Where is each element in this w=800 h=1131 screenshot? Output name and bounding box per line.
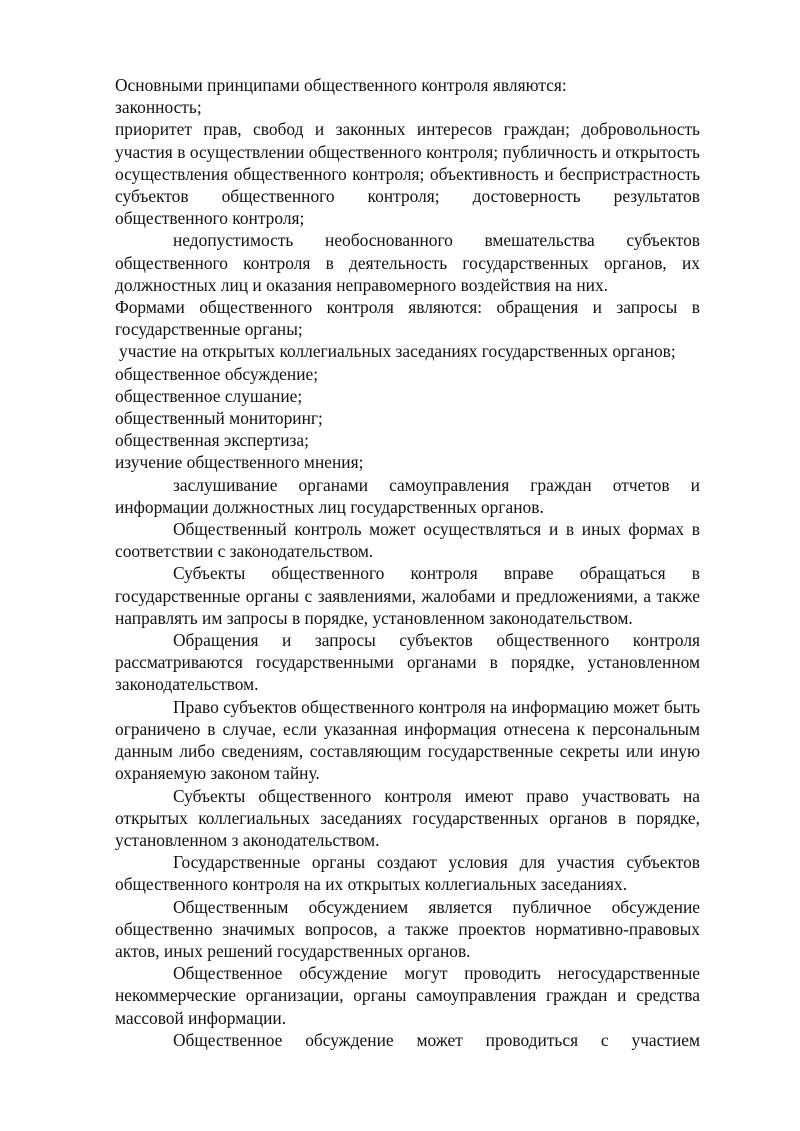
paragraph-discussion-definition: Общественным обсуждением является публичное обсуждение общественно значимых вопросов, а также проектов нормативно-правовых актов, иных решений государственных органов. — [115, 896, 700, 961]
paragraph-public-expertise: общественная экспертиза; — [115, 430, 309, 451]
paragraph-appeals-reviewed: Обращения и запросы субъектов общественного контроля рассматриваются государственными органами в порядке, установленном законодательством. — [115, 630, 700, 695]
paragraph-forms-intro: Формами общественного контроля являются: обращения и запросы в государственные органы; — [115, 297, 700, 340]
paragraph-open-meetings: участие на открытых коллегиальных заседаниях государственных органов; — [119, 341, 676, 362]
paragraph-right-to-appeal: Субъекты общественного контроля вправе обращаться в государственные органы с заявлениями, жалобами и предложениями, а также направлять им запросы в порядке, установленном законодательством. — [115, 563, 700, 628]
paragraph-public-monitoring: общественный мониторинг; — [115, 408, 323, 429]
paragraph-principles-intro: Основными принципами общественного контроля являются: — [115, 75, 567, 95]
paragraph-public-hearing: общественное слушание; — [115, 385, 303, 406]
paragraph-non-interference: недопустимость необоснованного вмешательства субъектов общественного контроля в деятельность государственных органов, их должностных лиц и оказания неправомерного воздействия на них. — [115, 230, 700, 295]
paragraph-information-limits: Право субъектов общественного контроля на информацию может быть ограничено в случае, если указанная информация отнесена к персональным данным либо сведениям, составляющим государственные секреты или иную охраняемую законом тайну. — [115, 696, 700, 784]
document-page — [115, 74, 700, 1051]
paragraph-priority-rights: приоритет прав, свобод и законных интересов граждан; добровольность участия в осуществлении общественного контроля; публичность и открытость осуществления общественного контроля; объективность и беспристрастность субъектов общественного контроля; достоверность результатов общественного контроля; — [115, 119, 700, 229]
paragraph-public-opinion: изучение общественного мнения; — [115, 452, 364, 473]
paragraph-public-discussion: общественное обсуждение; — [115, 363, 319, 384]
paragraph-legality: законность; — [115, 97, 202, 118]
paragraph-discussion-participants: Общественное обсуждение может проводиться с участием — [173, 1029, 700, 1050]
paragraph-discussion-organizers: Общественное обсуждение могут проводить негосударственные некоммерческие организации, органы самоуправления граждан и средства массовой информации. — [115, 963, 700, 1028]
paragraph-participation-right: Субъекты общественного контроля имеют право участвовать на открытых коллегиальных заседаниях государственных органов в порядке, установленном з аконодательством. — [115, 785, 700, 850]
paragraph-conditions: Государственные органы создают условия для участия субъектов общественного контроля на их открытых коллегиальных заседаниях. — [115, 852, 700, 895]
paragraph-other-forms: Общественный контроль может осуществляться и в иных формах в соответствии с законодательством. — [115, 519, 700, 562]
paragraph-hearing-reports: заслушивание органами самоуправления граждан отчетов и информации должностных лиц государственных органов. — [115, 474, 700, 517]
